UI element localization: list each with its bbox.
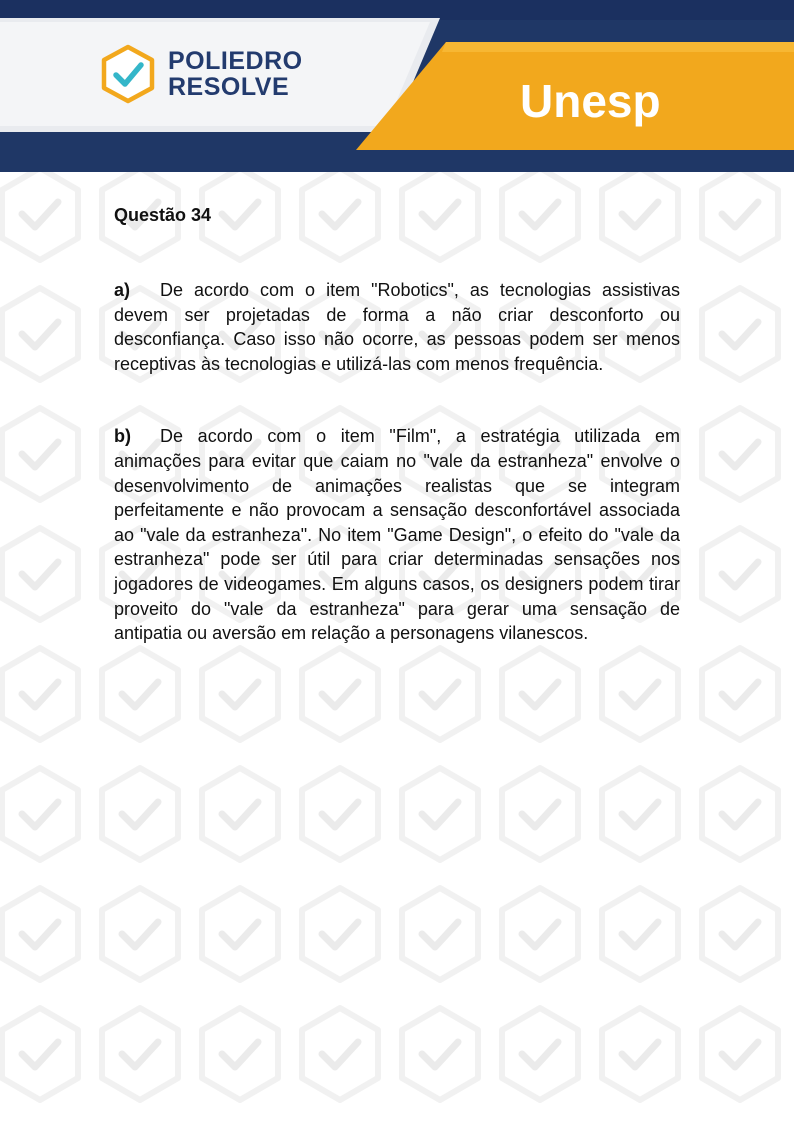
logo-line-1: POLIEDRO xyxy=(168,47,303,75)
exam-name: Unesp xyxy=(520,75,661,127)
answer-text: De acordo com o item "Film", a estratégia utilizada em animações para evitar que caiam no "vale da estranheza" envolve o desenvolvimento de animações realistas que se integram perfeitamente e não provocam a sensação desconfortável associada ao "vale da estranheza". No item "Game Design", o efeito do "vale da estranheza" pode ser útil para criar determinadas sensações nos jogadores de videogames. Em alguns casos, os designers podem tirar proveito do "vale da estranheza" para gerar uma sensação de antipatia ou aversão em relação a personagens vilanescos. xyxy=(114,426,680,644)
answer-item xyxy=(114,424,680,645)
logo-wordmark xyxy=(168,48,303,100)
check-hexagon-icon xyxy=(100,44,156,104)
answer-letter: b) xyxy=(114,426,131,447)
question-title: Questão 34 xyxy=(114,205,212,225)
answer-item xyxy=(114,278,680,376)
header xyxy=(0,0,794,172)
answer-text: De acordo com o item "Robotics", as tecnologias assistivas devem ser projetadas de forma a não criar desconforto ou desconfiança. Caso isso não ocorre, as pessoas podem ser menos receptivas às tecnologias e utilizá-las com menos frequência. xyxy=(114,280,680,374)
question-content xyxy=(114,204,680,646)
answer-letter: a) xyxy=(114,280,131,300)
logo-line-2: RESOLVE xyxy=(168,73,290,101)
